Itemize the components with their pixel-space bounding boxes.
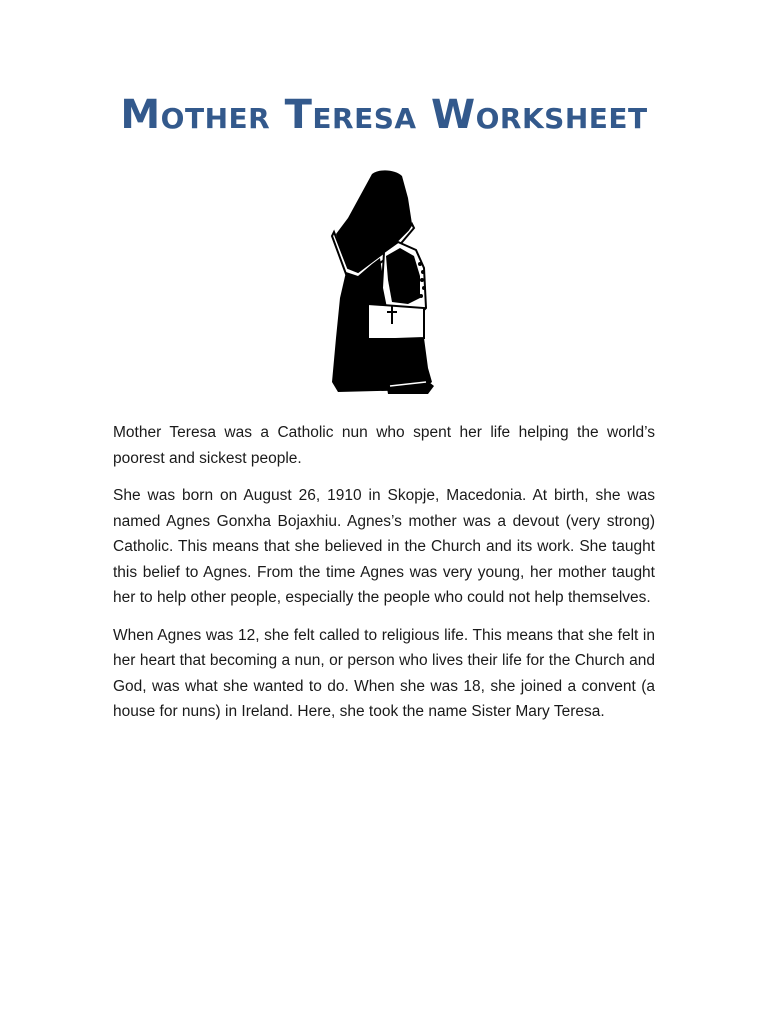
paragraph-intro: Mother Teresa was a Catholic nun who spent her life helping the world’s poorest and sickest people. [113,424,655,467]
page-title: Mother Teresa Worksheet [120,92,648,138]
paragraph-calling: When Agnes was 12, she felt called to religious life. This means that she felt in her heart that becoming a nun, or person who lives their life for the Church and God, was what she wanted to do. When she was 18, she joined a convent (a house for nuns) in Ireland. Here, she took the name Sister Mary Teresa. [113,626,655,720]
body-text [113,420,655,737]
nun-silhouette-icon [328,168,440,398]
paragraph-birth: She was born on August 26, 1910 in Skopje, Macedonia. At birth, she was named Agnes Gonxha Bojaxhiu. Agnes’s mother was a devout (very strong) Catholic. This means that she believed in the Church and its work. She taught this belief to Agnes. From the time Agnes was very young, her mother taught her to help other people, especially the people who could not help themselves. [113,487,655,606]
